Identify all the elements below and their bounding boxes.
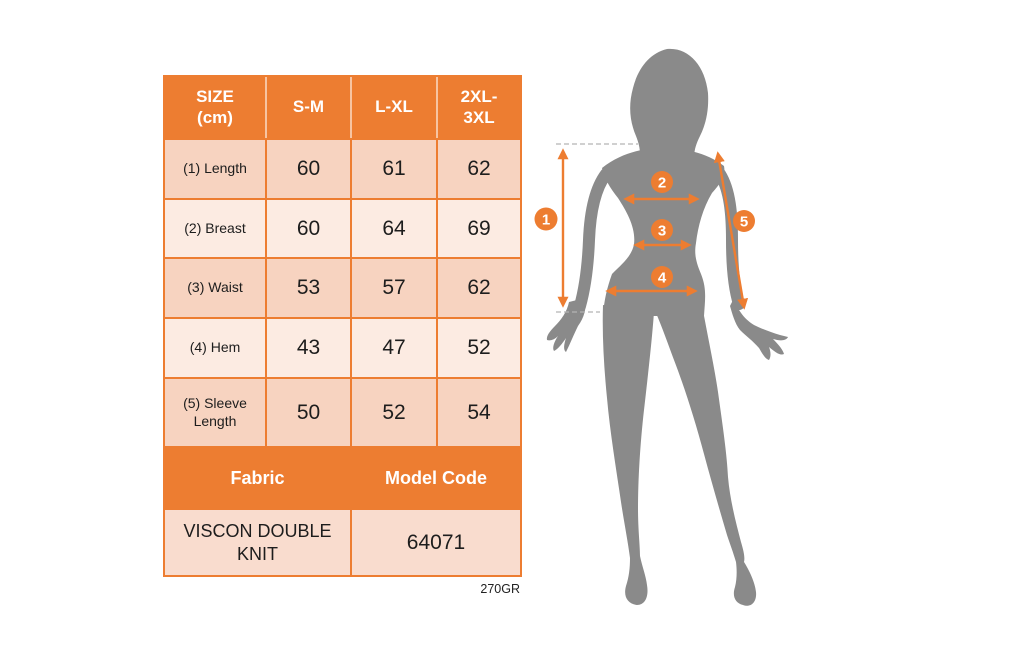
model-code-header: Model Code [352, 448, 520, 508]
badge-4-number: 4 [657, 269, 667, 287]
badge-2 [651, 171, 673, 193]
female-silhouette [547, 49, 788, 606]
size-table [163, 75, 522, 577]
value-sleeve-sm: 50 [267, 379, 350, 446]
value-sleeve-2xl3xl: 54 [438, 379, 520, 446]
badge-5 [733, 210, 755, 232]
value-waist-sm: 53 [267, 259, 350, 317]
row-label-sleeve-length: (5) Sleeve Length [165, 379, 265, 446]
row-label-breast: (2) Breast [165, 200, 265, 257]
row-label-length: (1) Length [165, 140, 265, 198]
value-breast-sm: 60 [267, 200, 350, 257]
col-header-lxl-label: L-XL [375, 97, 413, 117]
silhouette-left-leg [603, 305, 654, 605]
col-header-2xl3xl-label: 2XL-3XL [460, 87, 498, 127]
col-header-sm-label: S-M [292, 97, 325, 117]
fabric-header: Fabric [165, 448, 350, 508]
badge-5-number: 5 [739, 213, 749, 231]
value-length-lxl: 61 [352, 140, 436, 198]
value-hem-2xl3xl: 52 [438, 319, 520, 377]
measurement-figure [530, 0, 830, 652]
value-length-sm: 60 [267, 140, 350, 198]
model-code-value: 64071 [352, 510, 520, 575]
silhouette-right-leg [656, 305, 756, 606]
value-hem-sm: 43 [267, 319, 350, 377]
col-header-size [165, 77, 265, 138]
value-waist-2xl3xl: 62 [438, 259, 520, 317]
col-header-size-label: SIZE (cm) [196, 87, 234, 127]
silhouette-left-hand [547, 298, 586, 352]
value-waist-lxl: 57 [352, 259, 436, 317]
value-sleeve-lxl: 52 [352, 379, 436, 446]
row-label-hem: (4) Hem [165, 319, 265, 377]
col-header-sm [267, 77, 350, 138]
badge-4 [651, 266, 673, 288]
fabric-value [165, 510, 350, 575]
col-header-2xl3xl [438, 77, 520, 138]
badge-3 [651, 219, 673, 241]
silhouette-right-arm [720, 174, 739, 304]
col-header-lxl [352, 77, 436, 138]
value-breast-2xl3xl: 69 [438, 200, 520, 257]
badge-1 [535, 208, 558, 231]
silhouette-left-arm [580, 174, 606, 306]
fabric-value-text: VISCON DOUBLE KNIT [183, 521, 332, 564]
badge-1-number: 1 [541, 211, 551, 229]
value-length-2xl3xl: 62 [438, 140, 520, 198]
value-breast-lxl: 64 [352, 200, 436, 257]
badge-2-number: 2 [657, 174, 667, 192]
badge-3-number: 3 [657, 222, 667, 240]
value-hem-lxl: 47 [352, 319, 436, 377]
weight-note: 270GR [480, 582, 520, 596]
row-label-waist: (3) Waist [165, 259, 265, 317]
silhouette-head [630, 49, 708, 163]
